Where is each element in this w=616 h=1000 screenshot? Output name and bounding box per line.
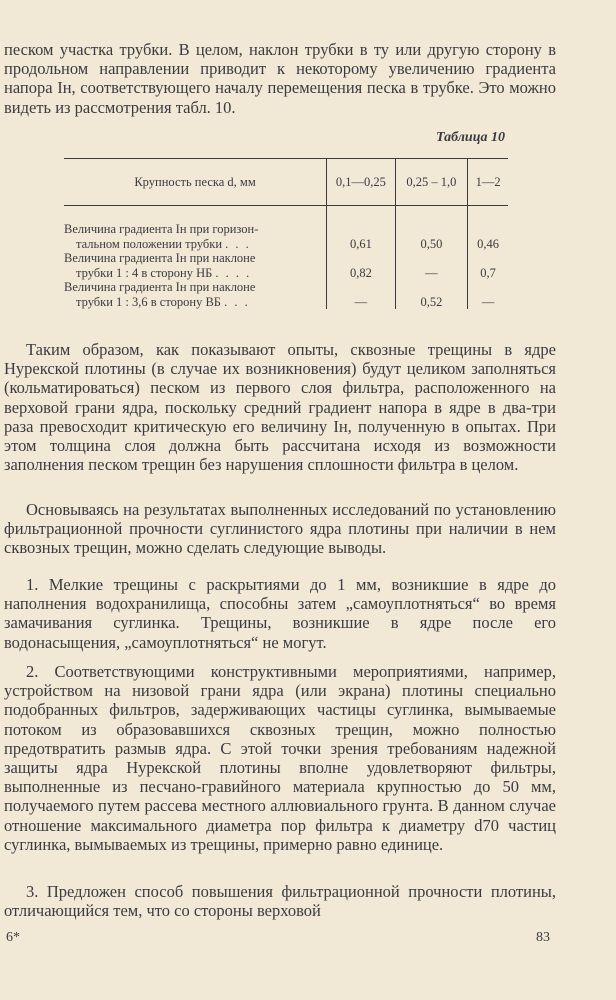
cell-value: 0,7 xyxy=(468,251,508,280)
page-number: 83 xyxy=(536,930,550,945)
row-label: Величина градиента Iн при горизон- тальном положении трубки . . . xyxy=(64,222,259,251)
cell-value: 0,61 xyxy=(327,206,396,252)
paragraph-finding-3: 3. Предложен способ повышения фильтрационной прочности плотины, отличающийся тем, что со стороны верховой xyxy=(4,882,556,921)
paragraph-finding-1: 1. Мелкие трещины с раскрытиями до 1 мм, возникшие в ядре до наполнения водохранилища, способны затем „самоуплотняться“ во время замачивания суглинка. Трещины, возникшие в ядре после его водонасыщения, „самоуплотняться“ не могут. xyxy=(4,575,556,652)
cell-value: 0,50 xyxy=(395,206,468,252)
data-table xyxy=(64,158,508,309)
table-row xyxy=(64,206,508,252)
header-col-2: 0,25 – 1,0 xyxy=(395,159,468,206)
header-sand-size: Крупность песка d, мм xyxy=(64,159,327,206)
header-col-1: 0,1—0,25 xyxy=(327,159,396,206)
cell-value: — xyxy=(468,280,508,309)
table-header-row xyxy=(64,159,508,206)
table-row xyxy=(64,251,508,280)
cell-value: — xyxy=(395,251,468,280)
paragraph-findings-intro: Основываясь на результатах выполненных исследований по установлению фильтрационной прочности суглинистого ядра плотины при наличии в нем сквозных трещин, можно сделать следующие выводы. xyxy=(4,500,556,558)
row-label: Величина градиента Iн при наклоне трубки 1 : 4 в сторону НБ . . . . xyxy=(64,251,256,280)
paragraph-intro: песком участка трубки. В целом, наклон трубки в ту или другую сторону в продольном направлении приводит к некоторому увеличению градиента напора Iн, соответствующего началу перемещения песка в трубке. Это можно видеть из рассмотрения табл. 10. xyxy=(4,40,556,117)
signature-mark: 6* xyxy=(6,930,20,945)
cell-value: — xyxy=(327,280,396,309)
cell-value: 0,46 xyxy=(468,206,508,252)
paragraph-finding-2: 2. Соответствующими конструктивными мероприятиями, например, устройством на низовой грани ядра (или экрана) плотины специально подобранных фильтров, задерживающих частицы суглинка, вымываемые потоком из образовавшихся сквозных трещин, можно полностью предотвратить размыв ядра. С этой точки зрения требованиям надежной защиты ядра Нурекской плотины вполне удовлетворяют фильтры, выполненные из песчано-гравийного материала крупностью до 50 мм, получаемого путем рассева местного аллювиального грунта. В данном случае отношение максимального диаметра пор фильтра к диаметру d70 частиц суглинка, вымываемых из трещины, примерно равно единице. xyxy=(4,662,556,854)
paragraph-conclusion: Таким образом, как показывают опыты, сквозные трещины в ядре Нурекской плотины (в случае их возникновения) будут целиком заполняться (кольматироваться) песком из первого слоя фильтра, расположенного на верховой грани ядра, поскольку средний градиент напора в ядре в два-три раза превосходит критическую его величину Iн, полученную в опытах. При этом толщина слоя должна быть рассчитана исходя из возможности заполнения песком трещин без нарушения сплошности фильтра в целом. xyxy=(4,340,556,475)
cell-value: 0,82 xyxy=(327,251,396,280)
cell-value: 0,52 xyxy=(395,280,468,309)
table-caption: Таблица 10 xyxy=(436,130,505,145)
row-label: Величина градиента Iн при наклоне трубки 1 : 3,6 в сторону ВБ . . . xyxy=(64,280,256,309)
header-col-3: 1—2 xyxy=(468,159,508,206)
table-row xyxy=(64,280,508,309)
